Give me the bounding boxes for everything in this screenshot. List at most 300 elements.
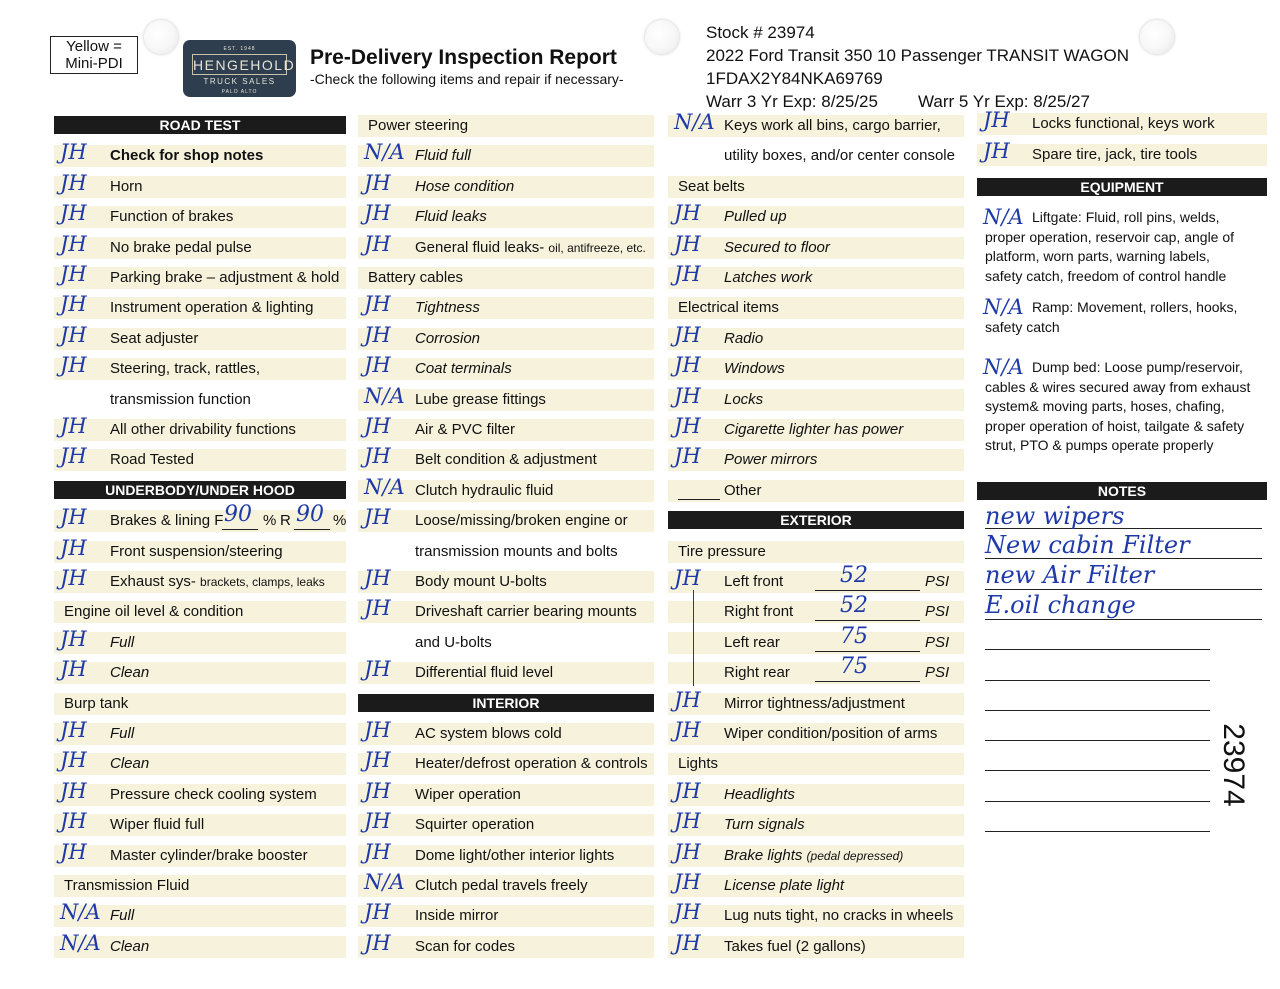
check-initials: JH [674,778,701,803]
notes-line[interactable] [985,801,1210,802]
notes-line[interactable] [985,649,1210,650]
vehicle-vin: 1FDAX2Y84NKA69769 [706,69,883,88]
checklist-row-body-mount-u-bolts[interactable] [358,566,654,593]
item-label [724,905,953,927]
checklist-row-heater-defrost-operation-controls[interactable] [358,748,654,775]
item-label-text: Squirter operation [415,816,535,834]
checklist-row-seat-belts[interactable] [668,176,964,198]
item-label-text: Lube grease fittings [415,390,546,408]
checklist-row-left-rear[interactable] [668,623,964,654]
checklist-row-full[interactable] [54,626,346,654]
equipment-text-line: platform, worn parts, warning labels, [985,248,1210,265]
section-header: INTERIOR [358,694,654,712]
checklist-row-no-brake-pedal-pulse[interactable] [54,231,346,259]
checklist-row-transmission-function[interactable] [54,389,346,411]
item-label-text: Clean [110,937,150,955]
item-label [415,389,546,411]
check-initials: JH [674,383,701,408]
checklist-row-wiper-fluid-full[interactable] [54,809,346,836]
checklist-row-cigarette-lighter-has-power[interactable] [668,414,964,441]
checklist-row-horn[interactable] [54,170,346,198]
checklist-row-brake-lights[interactable] [668,839,964,867]
item-label-text: utility boxes, and/or center console [724,147,955,165]
check-initials: JH [674,262,701,286]
checklist-row-wiper-condition-position-of-arms[interactable] [668,718,964,745]
mini-pdi-legend [50,36,138,74]
checklist-row-transmission-mounts-and-bolts[interactable] [358,541,654,563]
legend-line: Mini-PDI [65,55,123,72]
item-label-text: Seat adjuster [110,329,199,347]
equipment-text-line: strut, PTO & pumps operate properly [985,437,1214,454]
checklist-row-transmission-fluid[interactable] [54,875,346,897]
item-label [415,145,471,167]
item-label [724,632,780,654]
checklist-row-and-u-bolts[interactable] [358,632,654,654]
item-label-text: Belt condition & adjustment [415,451,597,469]
stock-number-vertical: 23974 [1217,723,1250,807]
item-label-text: Electrical items [678,299,779,317]
item-label [415,936,515,958]
psi-unit: PSI [925,664,950,682]
vehicle-model: 2022 Ford Transit 350 10 Passenger TRANSIT WAGON [706,46,1129,65]
checklist-row-wiper-operation[interactable] [358,778,654,806]
check-initials: JH [364,444,391,469]
logo-location: PALO ALTO [221,89,258,95]
item-label-text: Cigarette lighter has power [724,421,904,438]
checklist-row-fluid-full[interactable] [358,140,654,167]
item-label [110,389,251,411]
item-label [110,176,143,198]
checklist-row-tightness[interactable] [358,292,654,319]
check-initials: JH [364,748,391,773]
notes-line[interactable] [985,680,1210,681]
check-initials: JH [60,231,87,256]
checklist-row-clutch-pedal-travels-freely[interactable] [358,870,654,897]
check-initials: JH [364,809,391,834]
checklist-row-dome-light-other-interior-lights[interactable] [358,839,654,867]
checklist-row-pressure-check-cooling-system[interactable] [54,778,346,806]
item-label [110,723,134,745]
item-label [415,632,492,654]
check-initials: N/A [983,295,1024,319]
check-initials: N/A [674,110,715,134]
item-label-text: Brakes & lining F [110,512,224,530]
item-label [724,571,783,593]
checklist-row-headlights[interactable] [668,778,964,806]
tire-pressure-line [815,590,920,591]
check-initials: JH [60,170,87,195]
brake-rear-value: 90 [296,502,324,528]
checklist-row-electrical-items[interactable] [668,297,964,319]
stock-number: Stock # 23974 [706,23,815,42]
checklist-row-air-pvc-filter[interactable] [358,414,654,441]
item-label-text: Heater/defrost operation & controls [415,755,648,773]
check-initials: JH [60,718,87,742]
hengehold-logo [183,40,296,97]
item-label-text: Headlights [724,785,795,803]
check-initials: JH [674,414,701,438]
checklist-row-clutch-hydraulic-fluid[interactable] [358,474,654,502]
item-label-text: Pulled up [724,208,787,226]
item-label [724,145,955,167]
check-initials: JH [674,444,701,469]
item-label [110,358,260,380]
item-label-text: Seat belts [678,177,745,195]
tire-pressure-line [815,620,920,621]
item-label [724,237,830,259]
checklist-row-exhaust-sys[interactable] [54,566,346,593]
note-entry: new Air Filter [985,561,1155,589]
item-label [110,449,194,471]
item-label-text: Battery cables [368,269,464,286]
item-label [415,328,480,350]
item-label-text: No brake pedal pulse [110,238,252,256]
checklist-row-differential-fluid-level[interactable] [358,657,654,684]
check-initials: JH [364,201,391,226]
checklist-row-power-mirrors[interactable] [668,444,964,471]
check-initials: N/A [364,383,405,408]
item-label [110,662,149,684]
item-label [415,662,553,684]
item-label [415,875,588,897]
brake-front-value: 90 [224,502,252,528]
check-initials: N/A [364,870,405,894]
item-label-text: Right front [724,603,794,621]
check-initials: JH [60,140,87,165]
item-label-text: Coat terminals [415,360,512,378]
item-label [724,267,812,289]
item-label-text: Lights [678,755,719,773]
item-label-text: Exhaust sys- [110,573,196,590]
check-initials: JH [674,322,701,347]
rear-label: R [280,512,291,530]
checklist-row-fluid-leaks[interactable] [358,201,654,228]
note-entry: E.oil change [985,591,1136,619]
item-label-text: Wiper condition/position of arms [724,725,938,742]
item-label-text: Driveshaft carrier bearing mounts [415,603,637,621]
item-label [110,541,283,563]
item-label-text: Pressure check cooling system [110,785,317,803]
item-label-text: Check for shop notes [110,147,264,165]
checklist-row-tire-pressure[interactable] [668,541,964,563]
check-initials: JH [674,930,701,955]
equipment-text-line: Ramp: Movement, rollers, hooks, [1032,299,1238,315]
check-initials: JH [60,626,87,651]
item-label [110,936,149,958]
item-label-text: All other drivability functions [110,421,296,438]
item-label [724,662,790,684]
checklist-row-latches-work[interactable] [668,262,964,289]
percent-sign: % [263,512,277,530]
item-label-text: Burp tank [64,694,129,712]
checklist-row-clean[interactable] [54,657,346,684]
item-label [110,632,134,654]
checklist-row-lights[interactable] [668,753,964,775]
check-initials: JH [60,778,87,803]
checklist-row-right-rear[interactable] [668,654,964,684]
checklist-row-steering-track-rattles[interactable] [54,353,346,380]
item-label [110,419,296,441]
item-label-text: Road Tested [110,451,194,469]
item-label [368,115,468,137]
checklist-row-front-suspension-steering[interactable] [54,535,346,563]
check-initials: JH [674,809,701,834]
checklist-row-secured-to-floor[interactable] [668,231,964,259]
checklist-row-power-steering[interactable] [358,115,654,137]
checklist-row-windows[interactable] [668,353,964,380]
item-label [368,267,463,289]
item-label-text: Brake lights [724,846,803,864]
item-label-text: and U-bolts [415,633,492,651]
punch-hole [1140,20,1174,54]
checklist-row-takes-fuel-2-gallons[interactable] [668,930,964,958]
item-label-text: Keys work all bins, cargo barrier, [724,117,941,134]
equipment-text-line: proper operation of hoist, tailgate & safety [985,417,1245,434]
item-label [724,206,787,228]
checklist-row-brakes-lining-f[interactable] [54,502,347,532]
item-label [724,328,763,350]
check-initials: JH [674,201,701,226]
checklist-row-spare-tire-jack-tire-tools[interactable] [977,139,1267,166]
checklist-row-radio[interactable] [668,322,964,350]
check-initials: JH [364,414,391,438]
check-initials: JH [60,201,87,226]
item-label [64,875,189,897]
notes-line[interactable] [985,770,1210,771]
item-label: Locks functional, keys work [1032,115,1215,132]
checklist-row-all-other-drivability-functions[interactable] [54,414,346,441]
check-initials: JH [60,748,87,773]
item-label [110,297,313,319]
item-label [110,328,198,350]
item-label-text: Engine oil level & condition [64,603,244,621]
check-initials: JH [364,839,391,864]
checklist-row-function-of-brakes[interactable] [54,201,346,228]
check-initials: JH [674,687,701,712]
checklist-row-inside-mirror[interactable] [358,900,654,927]
check-initials: JH [674,718,701,742]
item-label-text: Clutch pedal travels freely [415,877,588,894]
check-initials: JH [60,292,87,317]
item-label [724,480,762,502]
warranty-5yr: Warr 5 Yr Exp: 8/25/27 [918,92,1090,111]
notes-line[interactable] [985,831,1210,832]
checklist-row-check-for-shop-notes[interactable] [54,140,346,167]
checklist-row-instrument-operation-lighting[interactable] [54,292,346,319]
checklist-row-turn-signals[interactable] [668,809,964,836]
item-label [110,267,339,289]
equipment-text-line: system& moving parts, hoses, chafing, [985,398,1225,415]
item-label-text: Differential fluid level [415,664,554,682]
checklist-row-hose-condition[interactable] [358,170,654,198]
notes-line[interactable] [985,710,1210,711]
section-header: EXTERIOR [668,511,964,529]
item-label [724,936,866,958]
item-label-text: Full [110,725,135,742]
item-label [415,358,512,380]
checklist-row-lug-nuts-tight-no-cracks-in-wheels[interactable] [668,900,964,927]
checklist-row-parking-brake-adjustment-hold[interactable] [54,262,346,289]
check-initials: JH [60,414,87,438]
item-label-note: brackets, clamps, leaks [200,575,325,589]
item-label [724,449,817,471]
notes-line[interactable] [985,619,1262,620]
item-label [724,419,903,441]
checklist-row-loose-missing-broken-engine-or[interactable] [358,505,654,532]
checklist-row-left-front[interactable] [668,563,964,593]
item-label-text: Body mount U-bolts [415,573,547,590]
item-label [415,206,487,228]
tire-pressure-line [815,681,920,682]
item-label [724,601,793,623]
punch-hole [645,20,679,54]
item-label-text: Air & PVC filter [415,421,516,438]
item-label [678,297,779,319]
item-label-text: Hose condition [415,177,515,195]
item-label-text: transmission mounts and bolts [415,542,618,560]
item-label-text: Dome light/other interior lights [415,846,615,864]
item-label [110,145,263,167]
checklist-row-mirror-tightness-adjustment[interactable] [668,687,964,715]
checklist-row-clean[interactable] [54,748,346,775]
item-label-text: Tightness [415,299,480,317]
check-initials: JH [60,839,87,864]
checklist-row-burp-tank[interactable] [54,693,346,715]
check-initials: JH [674,566,701,590]
item-label-text: Clean [110,755,150,773]
ink-bracket [693,590,694,686]
checklist-row-full[interactable] [54,718,346,745]
item-label-text: Latches work [724,269,813,286]
item-label-text: Transmission Fluid [64,877,190,894]
item-label-text: Windows [724,360,785,378]
item-label-text: Left front [724,573,784,590]
check-initials: JH [364,505,391,530]
equipment-text-line: Dump bed: Loose pump/reservoir, [1032,359,1243,375]
check-initials: JH [364,930,391,955]
psi-unit: PSI [925,573,950,590]
percent-sign: % [333,512,347,530]
item-label [415,176,514,198]
item-label-text: Takes fuel (2 gallons) [724,937,866,955]
checklist-row-corrosion[interactable] [358,322,654,350]
checklist-row-pulled-up[interactable] [668,201,964,228]
checklist-row-scan-for-codes[interactable] [358,930,654,958]
checklist-row-locks-functional-keys-work[interactable] [977,108,1267,135]
item-label [415,814,534,836]
item-label [110,571,325,593]
checklist-row-lube-grease-fittings[interactable] [358,383,654,411]
checklist-row-keys-work-all-bins-cargo-barrier[interactable] [668,110,964,137]
checklist-row-locks[interactable] [668,383,964,411]
item-label [64,693,128,715]
item-label-text: Steering, track, rattles, [110,360,261,378]
checklist-row-squirter-operation[interactable] [358,809,654,836]
checklist-row-road-tested[interactable] [54,444,346,471]
tire-pressure-line [815,651,920,652]
item-label [415,297,480,319]
checklist-row-ac-system-blows-cold[interactable] [358,718,654,745]
tire-pressure-value: 52 [840,563,868,588]
equipment-text-line: safety catch, freedom of control handle [985,267,1227,284]
item-label-text: General fluid leaks- [415,238,545,256]
item-label [110,237,252,259]
item-label [724,723,937,745]
item-label-text: Fluid full [415,147,471,165]
check-initials: JH [60,353,87,378]
check-initials: JH [364,718,391,742]
check-initials: JH [364,231,391,256]
item-label-text: Corrosion [415,329,481,347]
item-label-note: (pedal depressed) [806,848,904,863]
item-label [415,449,597,471]
item-label-text: Left rear [724,633,780,651]
checklist-row-master-cylinder-brake-booster[interactable] [54,839,346,867]
item-label [110,905,134,927]
item-label-text: Function of brakes [110,208,234,226]
item-label [415,845,614,867]
checklist-row-license-plate-light[interactable] [668,870,964,897]
item-label-text: Fluid leaks [415,208,487,226]
check-initials: N/A [364,474,405,499]
checklist-row-coat-terminals[interactable] [358,353,654,380]
item-label [415,601,637,623]
item-label [110,845,308,867]
check-initials: N/A [983,205,1024,229]
checklist-row-belt-condition-adjustment[interactable] [358,444,654,471]
punch-hole [144,20,178,54]
section-header: UNDERBODY/UNDER HOOD [54,481,346,499]
item-label [678,753,718,775]
checklist-row-full[interactable] [54,900,346,927]
section-header: ROAD TEST [54,116,346,134]
item-label-text: Secured to floor [724,238,830,256]
item-label [678,176,745,198]
check-initials: JH [60,535,87,560]
checklist-row-clean[interactable] [54,930,346,958]
equipment-text-line: Liftgate: Fluid, roll pins, welds, [1032,209,1220,225]
item-label [110,753,149,775]
check-initials: JH [364,353,391,378]
item-label-text: Wiper fluid full [110,816,205,834]
item-label-text: Inside mirror [415,907,499,925]
item-label-text: Front suspension/steering [110,542,283,560]
checklist-row-driveshaft-carrier-bearing-mounts[interactable] [358,596,654,623]
notes-line[interactable] [985,740,1210,741]
logo-sub: TRUCK SALES [203,77,276,86]
checklist-row-seat-adjuster[interactable] [54,322,346,350]
item-label-text: Radio [724,329,764,347]
item-label-text: Wiper operation [415,785,521,803]
equipment-text-line: cables & wires secured away from exhaust [985,378,1251,395]
item-label [724,814,805,836]
checklist-row-general-fluid-leaks[interactable] [358,231,654,259]
checklist-row-right-front[interactable] [668,593,964,623]
check-initials: JH [364,778,391,803]
item-label-text: Full [110,633,135,651]
check-initials: JH [60,444,87,469]
check-initials: JH [983,139,1010,163]
checklist-row-utility-boxes-and-or-center-console[interactable] [668,145,964,167]
checklist-row-engine-oil-level-condition[interactable] [54,601,346,623]
check-initials: JH [364,170,391,195]
checklist-row-other[interactable] [668,480,964,502]
note-entry: new wipers [985,502,1125,530]
legend-line: Yellow = [66,38,122,55]
item-label: Spare tire, jack, tire tools [1032,146,1198,163]
item-label [110,510,223,532]
checklist-row-battery-cables[interactable] [358,267,654,289]
